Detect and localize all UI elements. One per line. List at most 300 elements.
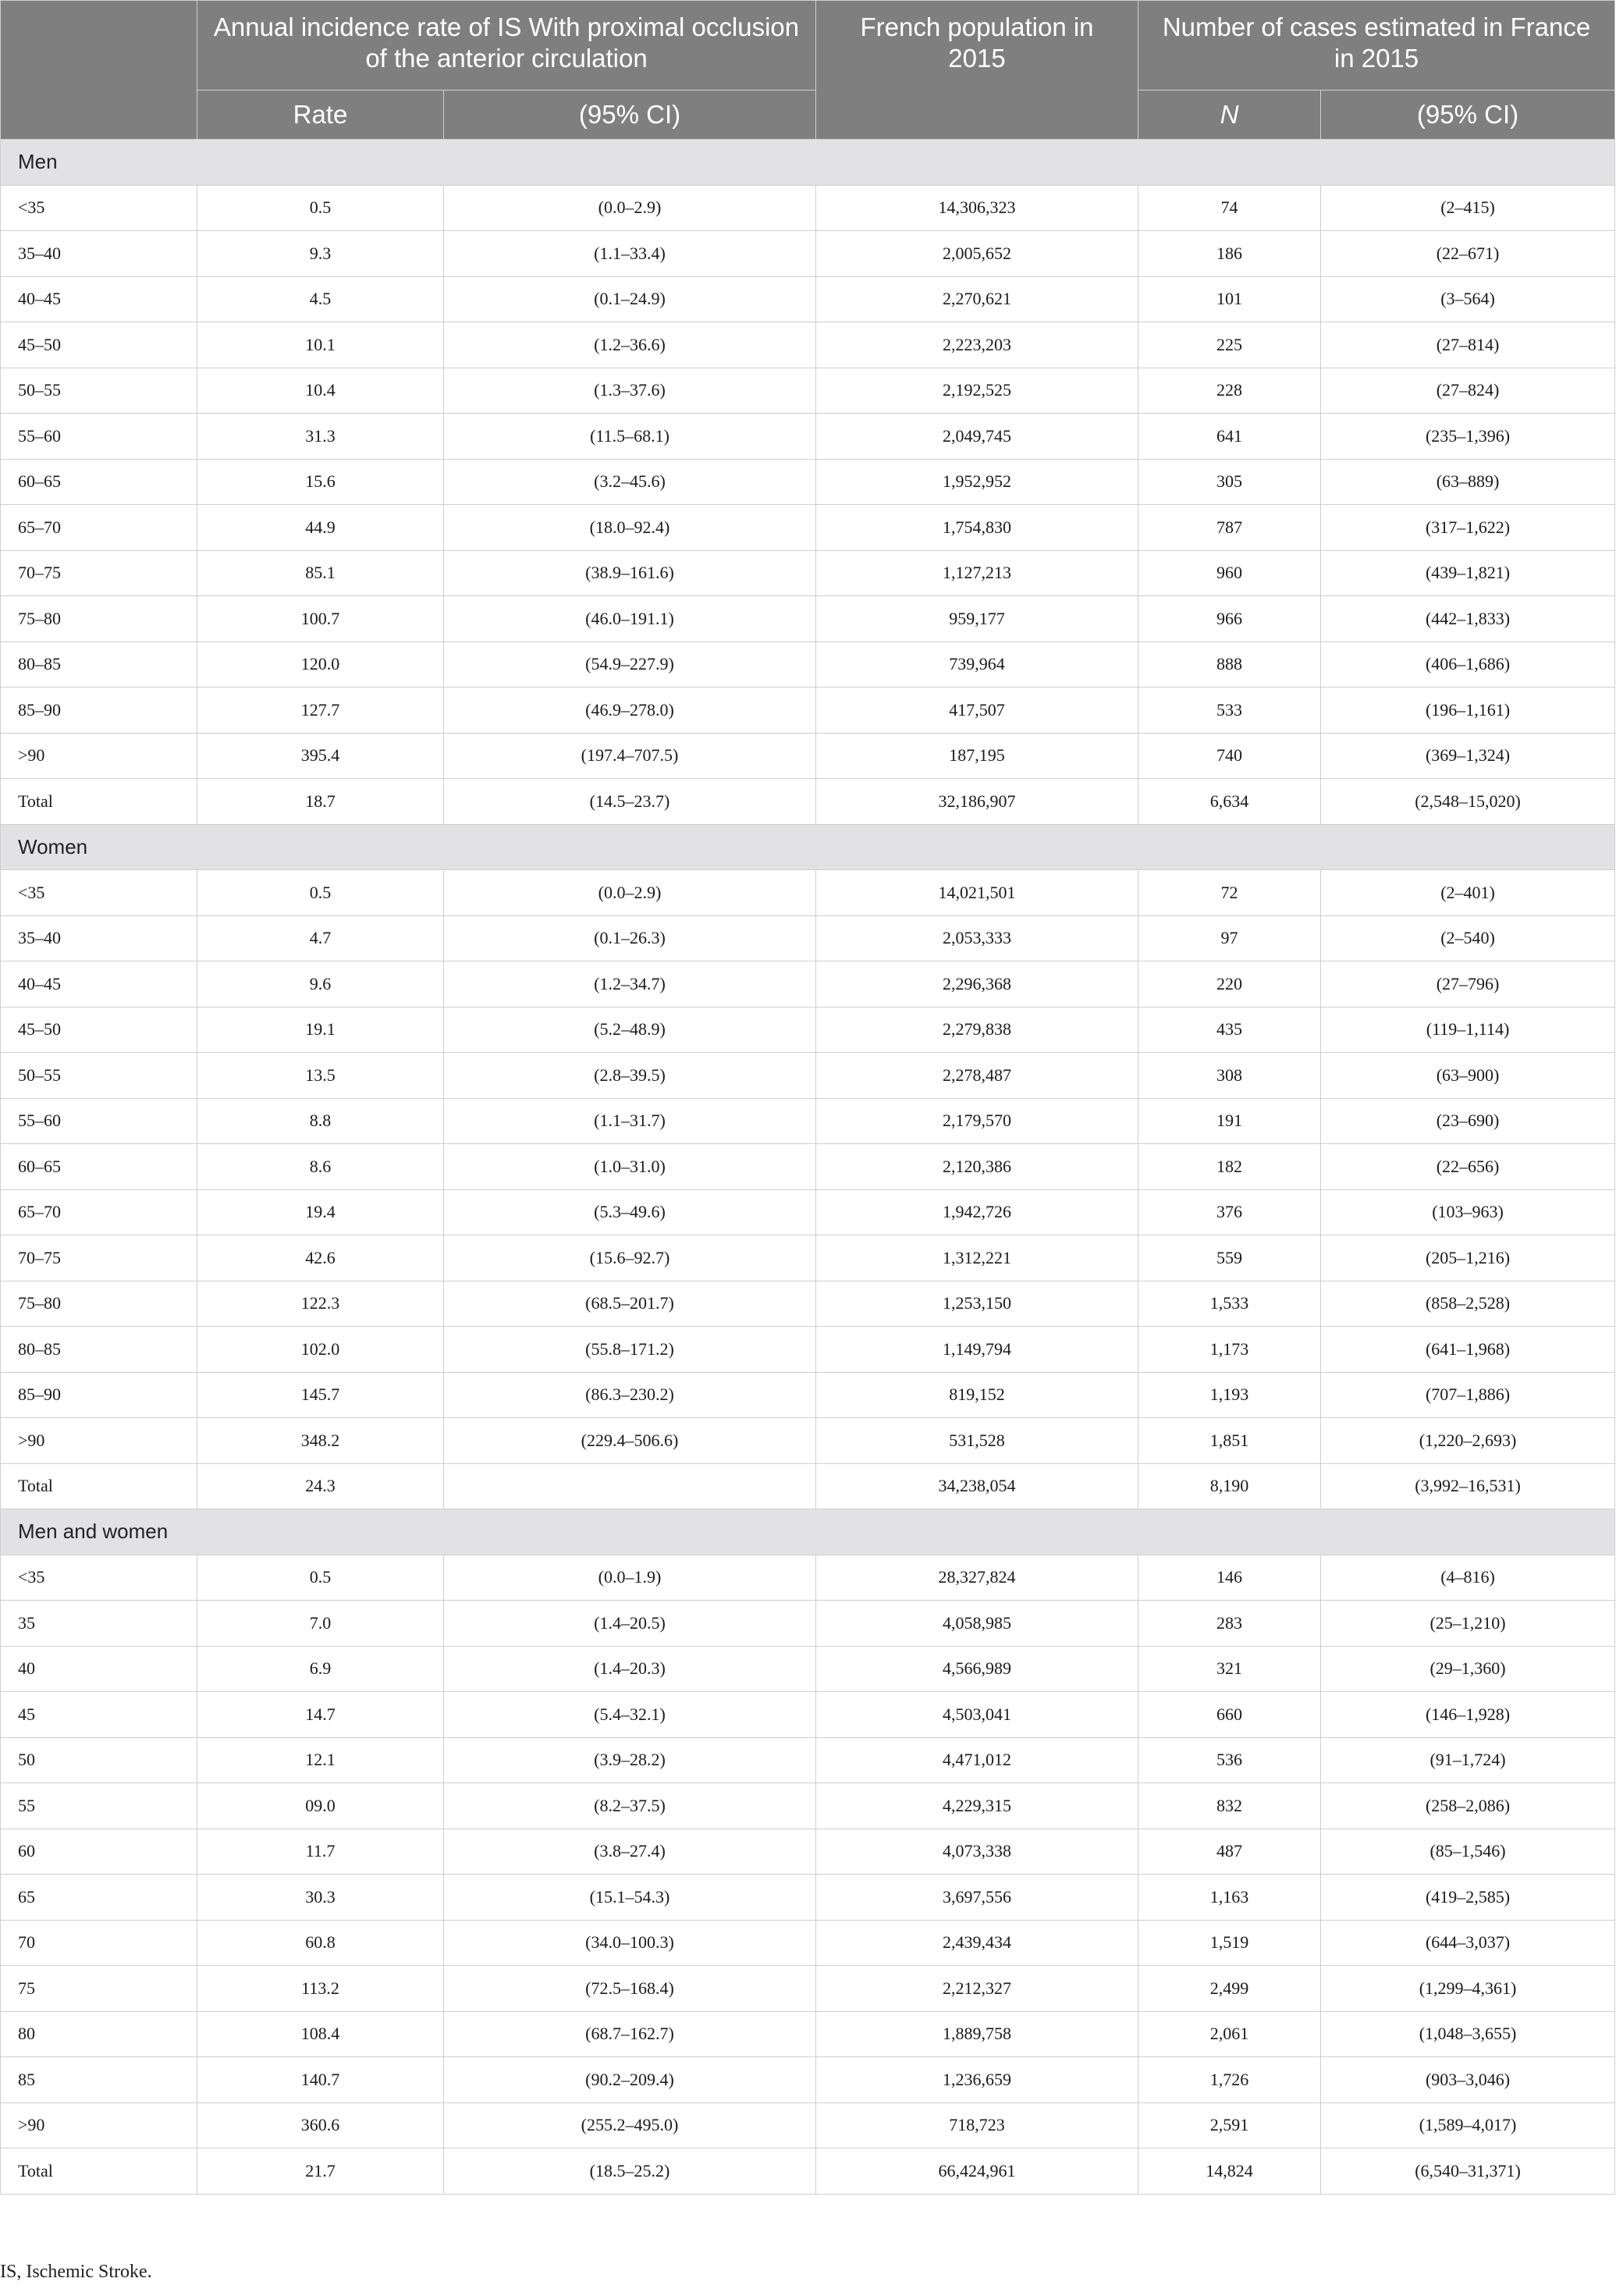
section-title: Women	[1, 824, 1615, 870]
age-cell: >90	[1, 1418, 197, 1464]
rate-cell: 120.0	[197, 642, 444, 688]
age-cell: Total	[1, 1463, 197, 1509]
age-cell: 75–80	[1, 596, 197, 642]
table-row	[1, 414, 1615, 460]
n-ci-subheader: (95% CI)	[1321, 91, 1615, 140]
rate-cell: 140.7	[197, 2057, 444, 2103]
cases-ci-cell: (317–1,622)	[1321, 505, 1615, 551]
population-cell: 959,177	[816, 596, 1138, 642]
incidence-header: Annual incidence rate of IS With proximal occlusion of the anterior circulation	[197, 1, 816, 91]
rate-cell: 19.1	[197, 1007, 444, 1053]
rate-subheader: Rate	[197, 91, 444, 140]
cases-cell: 888	[1138, 642, 1321, 688]
population-cell: 1,754,830	[816, 505, 1138, 551]
rate-cell: 108.4	[197, 2011, 444, 2057]
population-cell: 1,312,221	[816, 1235, 1138, 1281]
cases-ci-cell: (63–900)	[1321, 1053, 1615, 1099]
table-row	[1, 505, 1615, 551]
population-cell: 2,278,487	[816, 1053, 1138, 1099]
age-cell: <35	[1, 870, 197, 916]
population-cell: 34,238,054	[816, 1463, 1138, 1509]
rate-ci-cell: (5.3–49.6)	[444, 1189, 816, 1235]
population-cell: 2,296,368	[816, 961, 1138, 1008]
cases-ci-cell: (419–2,585)	[1321, 1875, 1615, 1921]
table-row	[1, 231, 1615, 277]
population-cell: 1,236,659	[816, 2057, 1138, 2103]
table-row	[1, 1966, 1615, 2012]
cases-ci-cell: (442–1,833)	[1321, 596, 1615, 642]
population-cell: 14,021,501	[816, 870, 1138, 916]
rate-cell: 85.1	[197, 550, 444, 596]
rate-ci-cell: (3.2–45.6)	[444, 459, 816, 505]
rate-cell: 8.8	[197, 1098, 444, 1144]
cases-cell: 435	[1138, 1007, 1321, 1053]
cases-cell: 228	[1138, 368, 1321, 414]
cases-cell: 146	[1138, 1555, 1321, 1601]
age-cell: 35–40	[1, 915, 197, 961]
cases-ci-cell: (369–1,324)	[1321, 733, 1615, 779]
cases-ci-cell: (27–814)	[1321, 322, 1615, 368]
rate-ci-cell: (15.6–92.7)	[444, 1235, 816, 1281]
rate-ci-cell: (255.2–495.0)	[444, 2102, 816, 2149]
section-row	[1, 1509, 1615, 1555]
population-cell: 2,192,525	[816, 368, 1138, 414]
rate-cell: 10.1	[197, 322, 444, 368]
population-cell: 819,152	[816, 1372, 1138, 1418]
cases-ci-cell: (2,548–15,020)	[1321, 779, 1615, 825]
cases-ci-cell: (235–1,396)	[1321, 414, 1615, 460]
rate-cell: 395.4	[197, 733, 444, 779]
table-row	[1, 733, 1615, 779]
cases-ci-cell: (2–415)	[1321, 185, 1615, 231]
age-cell: 35	[1, 1601, 197, 1647]
rate-ci-cell: (54.9–227.9)	[444, 642, 816, 688]
cases-ci-cell: (1,589–4,017)	[1321, 2102, 1615, 2149]
population-cell: 1,942,726	[816, 1189, 1138, 1235]
population-cell: 1,149,794	[816, 1327, 1138, 1373]
cases-cell: 787	[1138, 505, 1321, 551]
population-cell: 2,049,745	[816, 414, 1138, 460]
rate-cell: 12.1	[197, 1737, 444, 1783]
cases-cell: 1,163	[1138, 1875, 1321, 1921]
table-row	[1, 1053, 1615, 1099]
rate-ci-cell: (8.2–37.5)	[444, 1783, 816, 1829]
section-title: Men	[1, 140, 1615, 186]
rate-cell: 24.3	[197, 1463, 444, 1509]
rate-ci-cell: (14.5–23.7)	[444, 779, 816, 825]
rate-ci-cell: (1.4–20.3)	[444, 1646, 816, 1692]
table-row	[1, 688, 1615, 734]
n-subheader: N	[1138, 91, 1321, 140]
rate-cell: 09.0	[197, 1783, 444, 1829]
table-row	[1, 550, 1615, 596]
cases-ci-cell: (91–1,724)	[1321, 1737, 1615, 1783]
cases-header: Number of cases estimated in France in 2015	[1138, 1, 1615, 91]
cases-ci-cell: (103–963)	[1321, 1189, 1615, 1235]
population-cell: 739,964	[816, 642, 1138, 688]
cases-cell: 191	[1138, 1098, 1321, 1144]
table-row	[1, 915, 1615, 961]
table-row	[1, 642, 1615, 688]
cases-ci-cell: (63–889)	[1321, 459, 1615, 505]
population-cell: 2,439,434	[816, 1920, 1138, 1966]
rate-ci-cell: (72.5–168.4)	[444, 1966, 816, 2012]
age-cell: 45–50	[1, 322, 197, 368]
table-row	[1, 779, 1615, 825]
table-row	[1, 2011, 1615, 2057]
section-row	[1, 140, 1615, 186]
rate-ci-cell: (38.9–161.6)	[444, 550, 816, 596]
cases-ci-cell: (29–1,360)	[1321, 1646, 1615, 1692]
cases-ci-cell: (205–1,216)	[1321, 1235, 1615, 1281]
age-cell: 55	[1, 1783, 197, 1829]
age-cell: 80–85	[1, 1327, 197, 1373]
rate-cell: 21.7	[197, 2149, 444, 2195]
table-row	[1, 1372, 1615, 1418]
rate-cell: 42.6	[197, 1235, 444, 1281]
cases-cell: 660	[1138, 1692, 1321, 1738]
table-row	[1, 185, 1615, 231]
cases-cell: 14,824	[1138, 2149, 1321, 2195]
cases-ci-cell: (27–796)	[1321, 961, 1615, 1008]
cases-ci-cell: (25–1,210)	[1321, 1601, 1615, 1647]
rate-cell: 145.7	[197, 1372, 444, 1418]
table-row	[1, 368, 1615, 414]
rate-ci-cell: (18.0–92.4)	[444, 505, 816, 551]
cases-ci-cell: (3–564)	[1321, 276, 1615, 322]
population-cell: 4,503,041	[816, 1692, 1138, 1738]
cases-ci-cell: (6,540–31,371)	[1321, 2149, 1615, 2195]
age-cell: 60–65	[1, 459, 197, 505]
table-row	[1, 2057, 1615, 2103]
rate-cell: 7.0	[197, 1601, 444, 1647]
cases-cell: 2,061	[1138, 2011, 1321, 2057]
cases-cell: 101	[1138, 276, 1321, 322]
age-cell: >90	[1, 2102, 197, 2149]
cases-ci-cell: (27–824)	[1321, 368, 1615, 414]
age-cell: 75	[1, 1966, 197, 2012]
rate-ci-cell: (18.5–25.2)	[444, 2149, 816, 2195]
cases-cell: 1,533	[1138, 1281, 1321, 1327]
age-cell: 65–70	[1, 1189, 197, 1235]
cases-ci-cell: (146–1,928)	[1321, 1692, 1615, 1738]
rate-ci-cell: (0.0–2.9)	[444, 185, 816, 231]
table-row	[1, 1235, 1615, 1281]
age-cell: 50–55	[1, 368, 197, 414]
cases-cell: 305	[1138, 459, 1321, 505]
age-cell: 55–60	[1, 414, 197, 460]
age-cell: 70	[1, 1920, 197, 1966]
rate-cell: 13.5	[197, 1053, 444, 1099]
table-row	[1, 1098, 1615, 1144]
cases-ci-cell: (85–1,546)	[1321, 1829, 1615, 1875]
rate-ci-cell: (1.1–31.7)	[444, 1098, 816, 1144]
age-cell: 45	[1, 1692, 197, 1738]
cases-ci-cell: (22–671)	[1321, 231, 1615, 277]
age-cell: 65	[1, 1875, 197, 1921]
cases-ci-cell: (641–1,968)	[1321, 1327, 1615, 1373]
population-cell: 32,186,907	[816, 779, 1138, 825]
rate-ci-cell: (90.2–209.4)	[444, 2057, 816, 2103]
age-cell: >90	[1, 733, 197, 779]
cases-cell: 740	[1138, 733, 1321, 779]
population-cell: 1,889,758	[816, 2011, 1138, 2057]
table-row	[1, 1189, 1615, 1235]
rate-ci-cell: (5.4–32.1)	[444, 1692, 816, 1738]
cases-cell: 321	[1138, 1646, 1321, 1692]
rate-cell: 127.7	[197, 688, 444, 734]
age-cell: <35	[1, 1555, 197, 1601]
rate-cell: 102.0	[197, 1327, 444, 1373]
table-header	[1, 1, 1615, 140]
cases-cell: 966	[1138, 596, 1321, 642]
table-row	[1, 1555, 1615, 1601]
cases-cell: 559	[1138, 1235, 1321, 1281]
age-cell: 50	[1, 1737, 197, 1783]
rate-cell: 113.2	[197, 1966, 444, 2012]
rate-ci-cell: (11.5–68.1)	[444, 414, 816, 460]
rate-cell: 4.5	[197, 276, 444, 322]
cases-cell: 1,851	[1138, 1418, 1321, 1464]
rate-ci-cell: (68.7–162.7)	[444, 2011, 816, 2057]
cases-ci-cell: (406–1,686)	[1321, 642, 1615, 688]
population-cell: 66,424,961	[816, 2149, 1138, 2195]
table-row	[1, 1281, 1615, 1327]
table-row	[1, 1783, 1615, 1829]
population-cell: 4,073,338	[816, 1829, 1138, 1875]
rate-cell: 8.6	[197, 1144, 444, 1190]
population-cell: 1,952,952	[816, 459, 1138, 505]
table-row	[1, 1144, 1615, 1190]
table-row	[1, 1875, 1615, 1921]
rate-ci-cell: (229.4–506.6)	[444, 1418, 816, 1464]
rate-cell: 9.6	[197, 961, 444, 1008]
section-row	[1, 824, 1615, 870]
rate-ci-cell: (0.1–26.3)	[444, 915, 816, 961]
population-cell: 2,279,838	[816, 1007, 1138, 1053]
age-cell: 80–85	[1, 642, 197, 688]
cases-ci-cell: (1,299–4,361)	[1321, 1966, 1615, 2012]
age-column-header	[1, 1, 197, 140]
table-row	[1, 459, 1615, 505]
rate-ci-cell: (34.0–100.3)	[444, 1920, 816, 1966]
cases-ci-cell: (1,220–2,693)	[1321, 1418, 1615, 1464]
rate-cell: 15.6	[197, 459, 444, 505]
rate-ci-cell: (46.9–278.0)	[444, 688, 816, 734]
rate-cell: 0.5	[197, 870, 444, 916]
population-cell: 2,179,570	[816, 1098, 1138, 1144]
rate-ci-subheader: (95% CI)	[444, 91, 816, 140]
age-cell: 40–45	[1, 961, 197, 1008]
age-cell: 70–75	[1, 1235, 197, 1281]
rate-cell: 30.3	[197, 1875, 444, 1921]
age-cell: 75–80	[1, 1281, 197, 1327]
rate-cell: 44.9	[197, 505, 444, 551]
rate-cell: 360.6	[197, 2102, 444, 2149]
rate-ci-cell: (46.0–191.1)	[444, 596, 816, 642]
cases-cell: 1,173	[1138, 1327, 1321, 1373]
table-row	[1, 322, 1615, 368]
population-cell: 3,697,556	[816, 1875, 1138, 1921]
cases-cell: 1,519	[1138, 1920, 1321, 1966]
rate-cell: 18.7	[197, 779, 444, 825]
cases-cell: 283	[1138, 1601, 1321, 1647]
rate-ci-cell: (55.8–171.2)	[444, 1327, 816, 1373]
population-cell: 531,528	[816, 1418, 1138, 1464]
population-cell: 4,058,985	[816, 1601, 1138, 1647]
cases-cell: 220	[1138, 961, 1321, 1008]
rate-ci-cell: (0.0–1.9)	[444, 1555, 816, 1601]
age-cell: 35–40	[1, 231, 197, 277]
rate-ci-cell: (5.2–48.9)	[444, 1007, 816, 1053]
cases-cell: 182	[1138, 1144, 1321, 1190]
rate-cell: 9.3	[197, 231, 444, 277]
population-cell: 4,229,315	[816, 1783, 1138, 1829]
table-row	[1, 961, 1615, 1008]
cases-cell: 2,591	[1138, 2102, 1321, 2149]
table-row	[1, 1920, 1615, 1966]
cases-ci-cell: (439–1,821)	[1321, 550, 1615, 596]
population-cell: 28,327,824	[816, 1555, 1138, 1601]
rate-ci-cell: (86.3–230.2)	[444, 1372, 816, 1418]
cases-cell: 225	[1138, 322, 1321, 368]
age-cell: Total	[1, 779, 197, 825]
cases-ci-cell: (1,048–3,655)	[1321, 2011, 1615, 2057]
population-header: French population in 2015	[816, 1, 1138, 140]
rate-cell: 348.2	[197, 1418, 444, 1464]
rate-cell: 100.7	[197, 596, 444, 642]
age-cell: 80	[1, 2011, 197, 2057]
table-row	[1, 596, 1615, 642]
cases-ci-cell: (22–656)	[1321, 1144, 1615, 1190]
cases-cell: 832	[1138, 1783, 1321, 1829]
rate-ci-cell: (1.3–37.6)	[444, 368, 816, 414]
age-cell: 60–65	[1, 1144, 197, 1190]
cases-cell: 960	[1138, 550, 1321, 596]
cases-cell: 186	[1138, 231, 1321, 277]
rate-ci-cell: (1.1–33.4)	[444, 231, 816, 277]
rate-ci-cell: (1.4–20.5)	[444, 1601, 816, 1647]
population-cell: 417,507	[816, 688, 1138, 734]
population-cell: 187,195	[816, 733, 1138, 779]
rate-ci-cell: (0.0–2.9)	[444, 870, 816, 916]
rate-cell: 11.7	[197, 1829, 444, 1875]
population-cell: 4,471,012	[816, 1737, 1138, 1783]
rate-ci-cell	[444, 1463, 816, 1509]
rate-ci-cell: (3.9–28.2)	[444, 1737, 816, 1783]
population-cell: 2,223,203	[816, 322, 1138, 368]
table-row	[1, 1007, 1615, 1053]
table-row	[1, 1737, 1615, 1783]
table-row	[1, 1601, 1615, 1647]
population-cell: 2,053,333	[816, 915, 1138, 961]
rate-ci-cell: (1.2–34.7)	[444, 961, 816, 1008]
rate-ci-cell: (68.5–201.7)	[444, 1281, 816, 1327]
age-cell: 60	[1, 1829, 197, 1875]
population-cell: 1,253,150	[816, 1281, 1138, 1327]
population-cell: 2,212,327	[816, 1966, 1138, 2012]
cases-cell: 1,726	[1138, 2057, 1321, 2103]
cases-cell: 487	[1138, 1829, 1321, 1875]
rate-cell: 19.4	[197, 1189, 444, 1235]
cases-ci-cell: (858–2,528)	[1321, 1281, 1615, 1327]
cases-ci-cell: (258–2,086)	[1321, 1783, 1615, 1829]
table-row	[1, 1646, 1615, 1692]
section-title: Men and women	[1, 1509, 1615, 1555]
table-row	[1, 276, 1615, 322]
cases-ci-cell: (644–3,037)	[1321, 1920, 1615, 1966]
age-cell: 85–90	[1, 1372, 197, 1418]
rate-cell: 4.7	[197, 915, 444, 961]
cases-cell: 1,193	[1138, 1372, 1321, 1418]
rate-cell: 14.7	[197, 1692, 444, 1738]
population-cell: 2,270,621	[816, 276, 1138, 322]
rate-cell: 60.8	[197, 1920, 444, 1966]
cases-cell: 8,190	[1138, 1463, 1321, 1509]
table-row	[1, 1418, 1615, 1464]
rate-cell: 0.5	[197, 185, 444, 231]
rate-cell: 0.5	[197, 1555, 444, 1601]
table-row	[1, 1463, 1615, 1509]
cases-ci-cell: (2–540)	[1321, 915, 1615, 961]
cases-cell: 641	[1138, 414, 1321, 460]
table-body	[1, 140, 1615, 2195]
age-cell: 85–90	[1, 688, 197, 734]
rate-ci-cell: (2.8–39.5)	[444, 1053, 816, 1099]
cases-ci-cell: (3,992–16,531)	[1321, 1463, 1615, 1509]
age-cell: 85	[1, 2057, 197, 2103]
age-cell: <35	[1, 185, 197, 231]
rate-ci-cell: (1.2–36.6)	[444, 322, 816, 368]
population-cell: 14,306,323	[816, 185, 1138, 231]
age-cell: 55–60	[1, 1098, 197, 1144]
table-footnote: IS, Ischemic Stroke.	[0, 2262, 152, 2282]
rate-cell: 122.3	[197, 1281, 444, 1327]
cases-cell: 2,499	[1138, 1966, 1321, 2012]
rate-ci-cell: (197.4–707.5)	[444, 733, 816, 779]
table-row	[1, 870, 1615, 916]
cases-cell: 536	[1138, 1737, 1321, 1783]
age-cell: 45–50	[1, 1007, 197, 1053]
age-cell: 65–70	[1, 505, 197, 551]
table-row	[1, 2102, 1615, 2149]
population-cell: 2,120,386	[816, 1144, 1138, 1190]
table-row	[1, 1327, 1615, 1373]
cases-ci-cell: (119–1,114)	[1321, 1007, 1615, 1053]
table-row	[1, 1829, 1615, 1875]
cases-cell: 6,634	[1138, 779, 1321, 825]
rate-cell: 31.3	[197, 414, 444, 460]
cases-ci-cell: (23–690)	[1321, 1098, 1615, 1144]
rate-cell: 6.9	[197, 1646, 444, 1692]
age-cell: 40	[1, 1646, 197, 1692]
cases-ci-cell: (2–401)	[1321, 870, 1615, 916]
table-row	[1, 2149, 1615, 2195]
age-cell: 40–45	[1, 276, 197, 322]
cases-ci-cell: (707–1,886)	[1321, 1372, 1615, 1418]
cases-cell: 533	[1138, 688, 1321, 734]
cases-ci-cell: (196–1,161)	[1321, 688, 1615, 734]
cases-cell: 74	[1138, 185, 1321, 231]
table-row	[1, 1692, 1615, 1738]
rate-ci-cell: (0.1–24.9)	[444, 276, 816, 322]
population-cell: 1,127,213	[816, 550, 1138, 596]
age-cell: Total	[1, 2149, 197, 2195]
age-cell: 70–75	[1, 550, 197, 596]
cases-cell: 376	[1138, 1189, 1321, 1235]
cases-ci-cell: (903–3,046)	[1321, 2057, 1615, 2103]
rate-ci-cell: (3.8–27.4)	[444, 1829, 816, 1875]
